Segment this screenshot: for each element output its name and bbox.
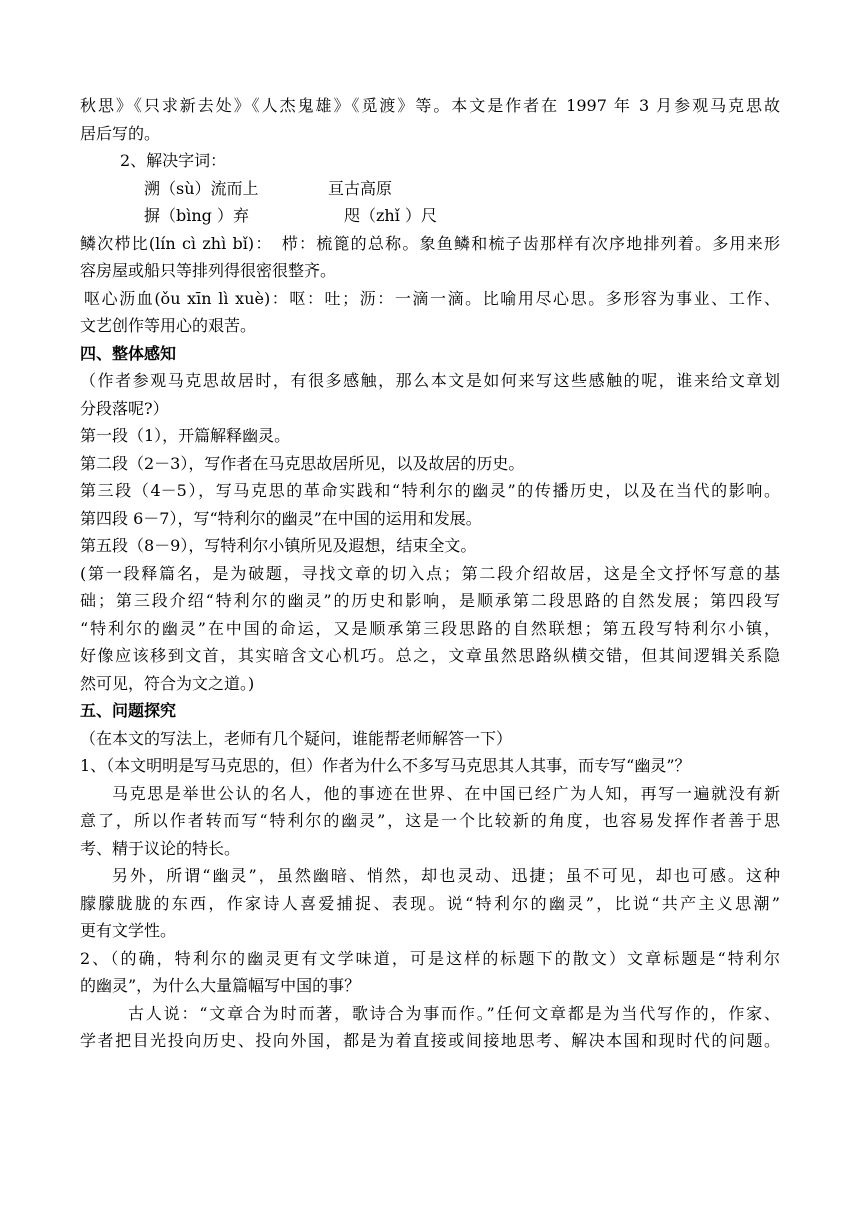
text-line: 居后写的。 [80, 123, 161, 143]
definition-line: 容房屋或船只等排列得很密很整齐。 [80, 261, 337, 280]
definition-line: 鳞次栉比(lín cì zhì bǐ)： 栉：梳篦的总称。象鱼鳞和梳子齿那样有次序地排列着。多用来形 [80, 233, 780, 253]
text-line: 好像应该移到文首，其实暗含文心机巧。总之，文章虽然思路纵横交错，但其间逻辑关系隐 [80, 646, 780, 665]
text-line: “特利尔的幽灵”在中国的命运，又是顺承第三段思路的自然联想；第五段写特利尔小镇， [80, 618, 780, 638]
text-line: 的幽灵”，为什么大量篇幅写中国的事？ [80, 976, 361, 995]
text-line: 第二段（2－3），写作者在马克思故居所见，以及故居的历史。 [80, 453, 525, 473]
text-line: (第一段释篇名，是为破题，寻找文章的切入点；第二段介绍故居，这是全文抒怀写意的基 [80, 563, 780, 583]
text-line: 更有文学性。 [80, 921, 177, 940]
text-line: 第一段（1），开篇解释幽灵。 [80, 426, 291, 445]
vocabulary-term: 咫（zhǐ ）尺 [344, 206, 437, 225]
vocabulary-term: 摒（bìng ）弃 [144, 206, 249, 225]
definition-line: 呕心沥血(ǒu xīn lì xuè)：呕：吐；沥：一滴一滴。比喻用尽心思。多形容为事业、工作、 [84, 288, 780, 308]
text-line: （作者参观马克思故居时，有很多感触，那么本文是如何来写这些感触的呢，谁来给文章划 [80, 371, 780, 390]
text-line: 分段落呢?） [80, 398, 169, 418]
text-line: 马克思是举世公认的名人，他的事迹在世界、在中国已经广为人知，再写一遍就没有新 [112, 783, 780, 803]
vocabulary-term: 溯（sù）流而上 [144, 178, 259, 198]
text-line: 础；第三段介绍“特利尔的幽灵”的历史和影响，是顺承第二段思路的自然发展；第四段写 [80, 591, 780, 610]
section-heading: 五、问题探究 [80, 701, 177, 720]
text-line: 秋思》《只求新去处》《人杰鬼雄》《觅渡》等。本文是作者在 1997 年 3 月参观马克思故 [80, 96, 780, 115]
text-line: （在本文的写法上，老师有几个疑问，谁能帮老师解答一下） [80, 728, 513, 748]
text-line: 然可见，符合为文之道。) [80, 673, 255, 693]
section-heading: 四、整体感知 [80, 343, 177, 363]
definition-line: 文艺创作等用心的艰苦。 [80, 316, 257, 335]
text-line: 第五段（8－9），写特利尔小镇所见及遐想，结束全文。 [80, 536, 477, 555]
document-body [80, 92, 780, 1055]
text-line: 考、精于议论的特长。 [80, 838, 241, 858]
text-line: 另外，所谓“幽灵”，虽然幽暗、悄然，却也灵动、迅捷；虽不可见，却也可感。这种 [112, 866, 780, 885]
vocabulary-heading: 2、解决字词： [120, 151, 227, 170]
text-line: 意了，所以作者转而写“特利尔的幽灵”，这是一个比较新的角度，也容易发挥作者善于思 [80, 811, 780, 830]
vocabulary-term: 亘古高原 [328, 178, 393, 198]
vocabulary-row [80, 202, 780, 230]
text-line: 第四段 6－7），写“特利尔的幽灵”在中国的运用和发展。 [80, 508, 482, 528]
text-line: 学者把目光投向历史、投向外国，都是为着直接或间接地思考、解决本国和现时代的问题。 [80, 1031, 780, 1050]
question-line: 2、（的确，特利尔的幽灵更有文学味道，可是这样的标题下的散文）文章标题是“特利尔 [80, 948, 780, 968]
text-line: 第三段（4－5），写马克思的革命实践和“特利尔的幽灵”的传播历史，以及在当代的影响。 [80, 481, 780, 500]
text-line: 朦朦胧胧的东西，作家诗人喜爱捕捉、表现。说“特利尔的幽灵”，比说“共产主义思潮” [80, 893, 780, 913]
text-line: 古人说：“文章合为时而著，歌诗合为事而作。”任何文章都是为当代写作的，作家、 [128, 1003, 780, 1023]
question-line: 1、（本文明明是写马克思的，但）作者为什么不多写马克思其人其事，而专写“幽灵”？ [80, 756, 691, 775]
vocabulary-row [80, 175, 780, 203]
